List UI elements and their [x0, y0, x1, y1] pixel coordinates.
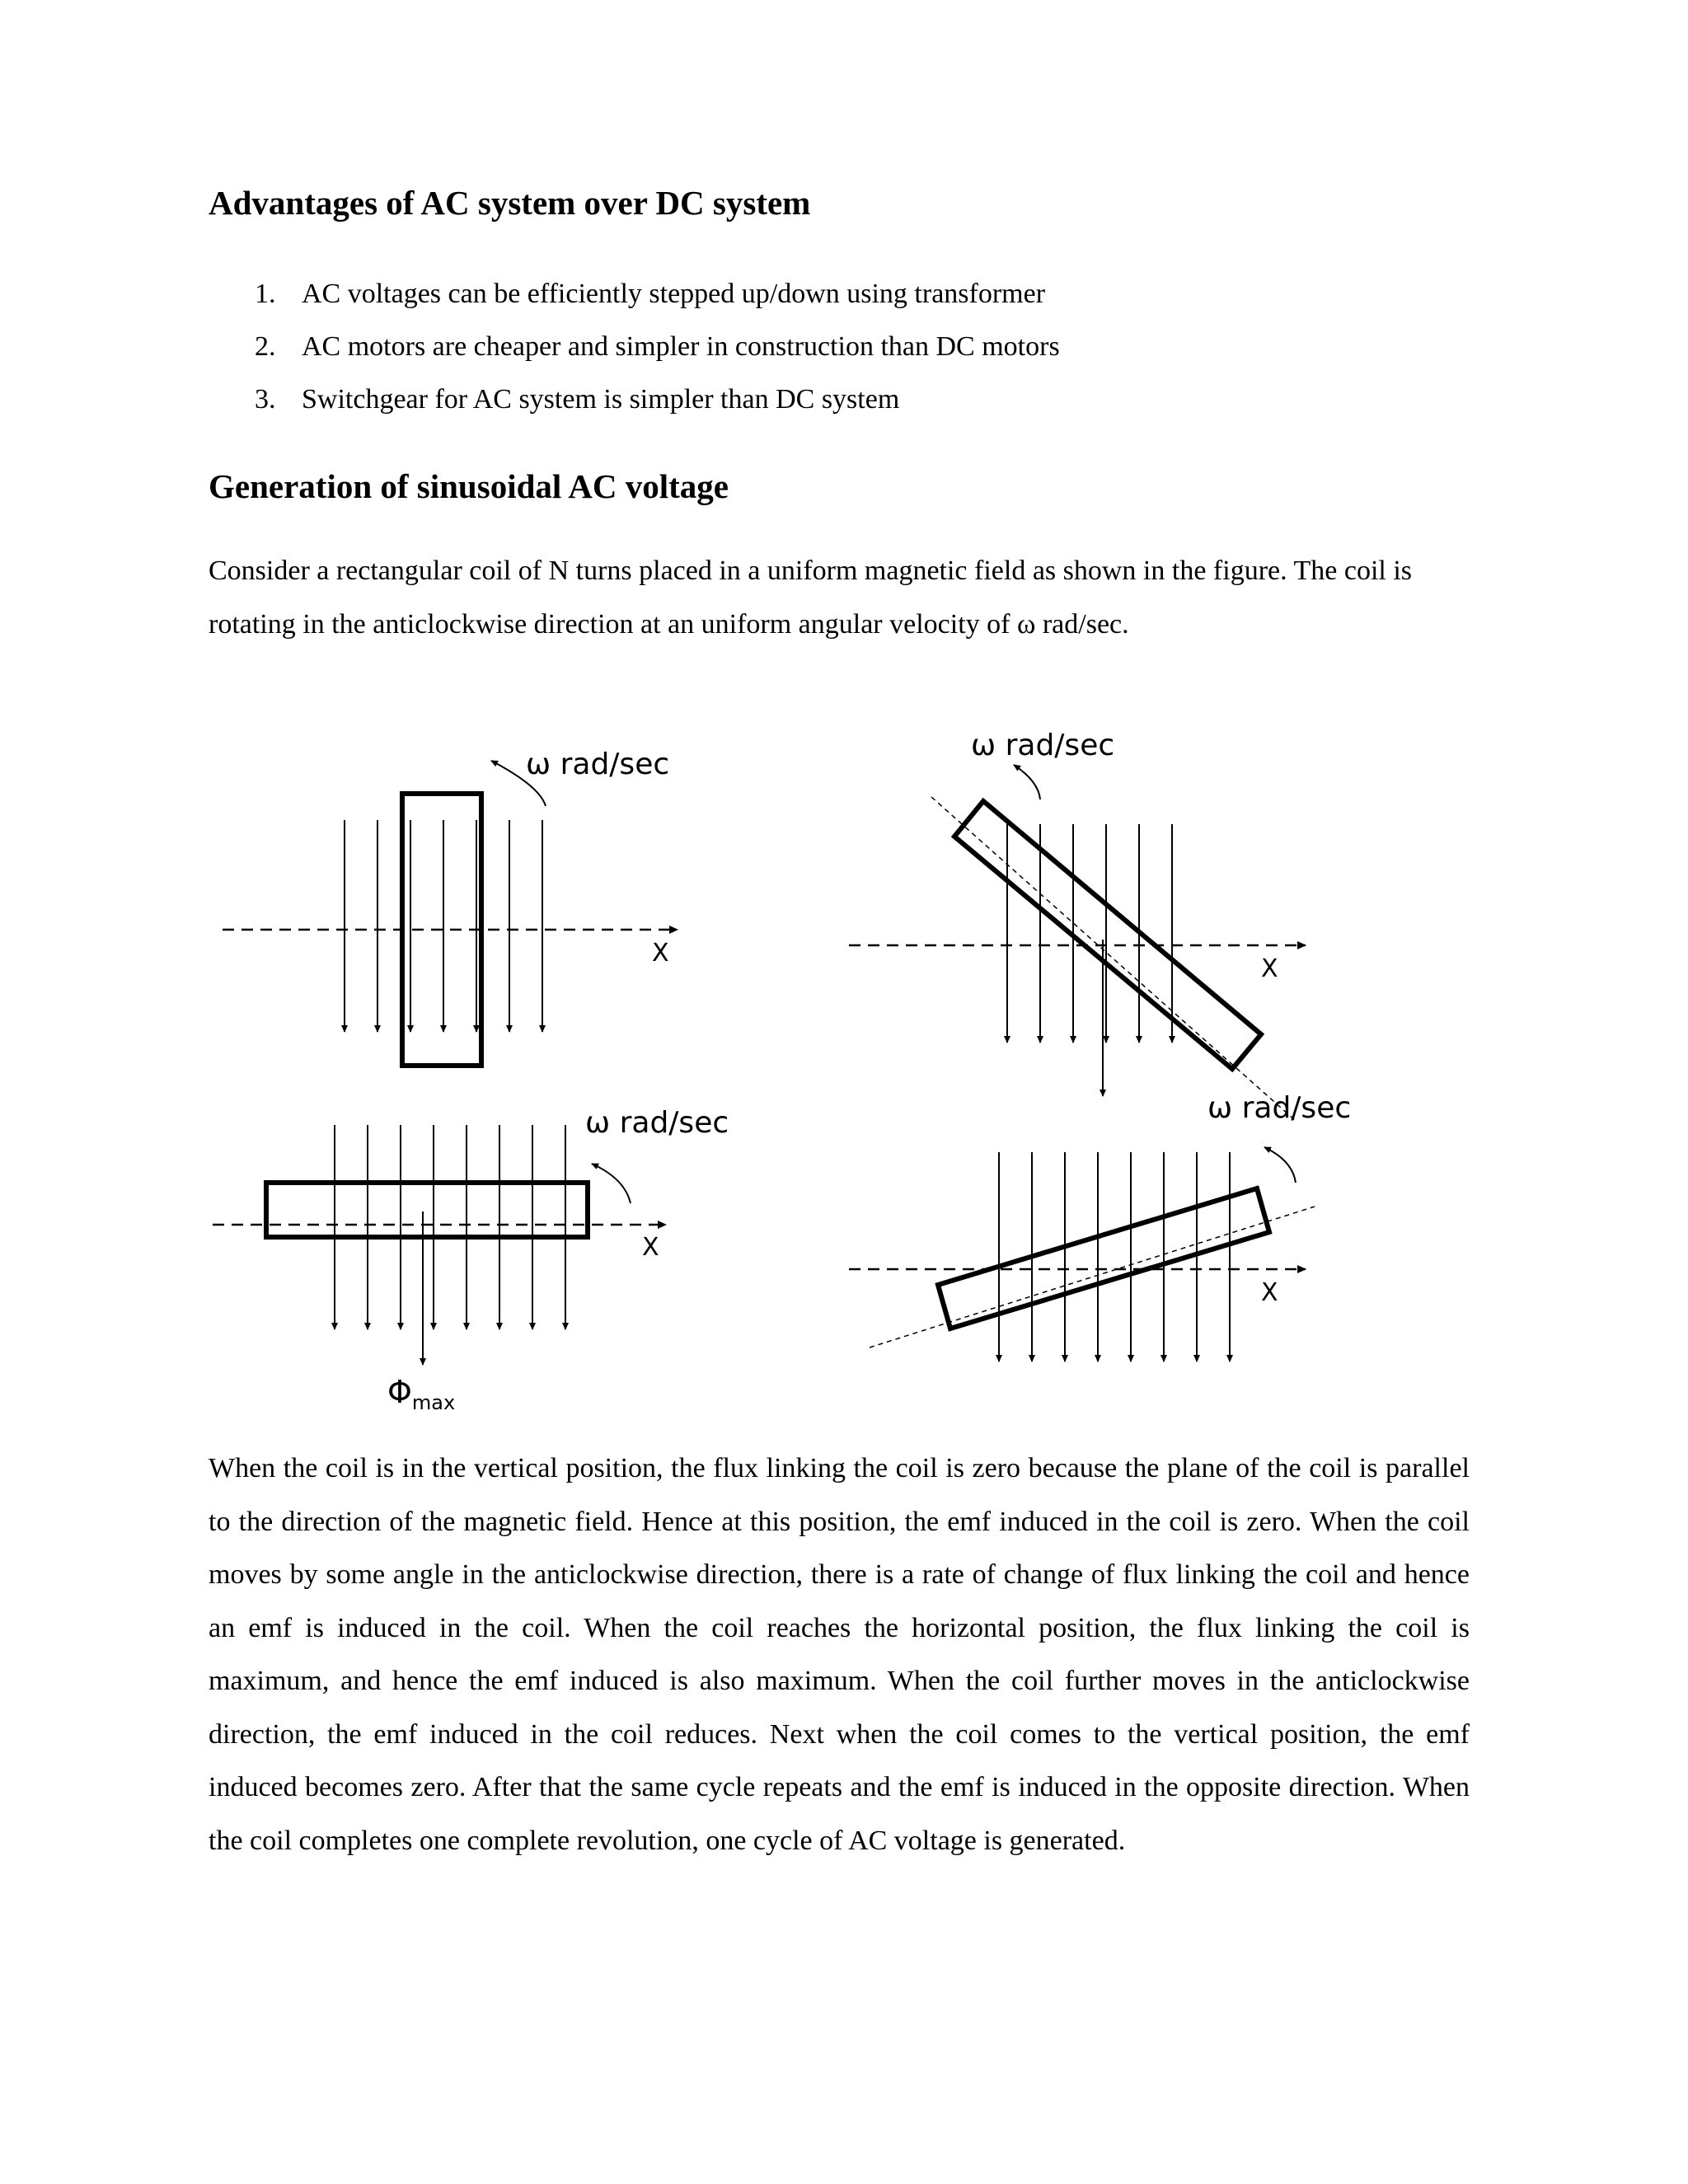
list-number: 3.	[255, 384, 276, 415]
rotation-arrow	[592, 1164, 631, 1203]
phi-symbol: Φ	[387, 1374, 412, 1410]
advantages-list	[209, 268, 1445, 426]
list-text: Switchgear for AC system is simpler than DC system	[302, 384, 900, 415]
field-lines	[345, 820, 542, 1032]
rotation-arrow	[1014, 765, 1040, 799]
phi-max-label	[387, 1374, 455, 1414]
coil-axis	[931, 797, 1296, 1121]
omega-label: ω rad/sec	[1207, 1091, 1352, 1125]
list-item	[209, 268, 1445, 321]
phi-subscript: max	[411, 1391, 456, 1414]
coil-rotation-figure	[190, 709, 1368, 1434]
axis-label: X	[642, 1233, 659, 1262]
list-text: AC motors are cheaper and simpler in construction than DC motors	[302, 331, 1060, 362]
explanation-paragraph: When the coil is in the vertical position, the flux linking the coil is zero because the plane of the coil is parallel to the direction of the magnetic field. Hence at this position, the emf induced in the coil is zero. When the coil moves by some angle in the anticlockwise direction, there is a rate of change of flux linking the coil and hence an emf is induced in the coil. When the coil reaches the horizontal position, the flux linking the coil is maximum, and hence the emf induced is also maximum. When the coil further moves in the anticlockwise direction, the emf induced in the coil reduces. Next when the coil comes to the vertical position, the emf induced becomes zero. After that the same cycle repeats and the emf is induced in the opposite direction. When the coil completes one complete revolution, one cycle of AC voltage is generated.	[209, 1453, 1470, 1856]
panel-vertical-coil	[223, 761, 678, 1066]
generation-heading: Generation of sinusoidal AC voltage	[209, 467, 729, 505]
list-text: AC voltages can be efficiently stepped up/down using transformer	[302, 279, 1046, 309]
omega-label: ω rad/sec	[971, 729, 1115, 762]
rotation-arrow	[1264, 1147, 1296, 1183]
panel-tilted-coil	[849, 765, 1306, 1121]
panel-slight-tilt-coil	[849, 1147, 1315, 1361]
coil	[266, 1183, 588, 1237]
coil-axis	[870, 1207, 1315, 1347]
list-number: 1.	[255, 279, 276, 309]
field-lines	[1007, 824, 1172, 1043]
omega-label: ω rad/sec	[585, 1106, 729, 1140]
coil	[938, 1188, 1269, 1329]
field-lines	[335, 1125, 565, 1329]
panel-horizontal-coil	[213, 1125, 666, 1365]
intro-paragraph: Consider a rectangular coil of N turns placed in a uniform magnetic field as shown in the figure. The coil is rotating in the anticlockwise direction at an uniform angular velocity of ω rad/sec.	[209, 555, 1413, 640]
omega-label: ω rad/sec	[526, 748, 670, 781]
list-item	[209, 373, 1445, 426]
axis-label: X	[1261, 954, 1278, 983]
coil	[954, 801, 1261, 1069]
list-item	[209, 321, 1445, 373]
axis-label: X	[652, 939, 669, 968]
list-number: 2.	[255, 331, 276, 362]
axis-label: X	[1261, 1278, 1278, 1307]
advantages-heading: Advantages of AC system over DC system	[209, 184, 811, 222]
